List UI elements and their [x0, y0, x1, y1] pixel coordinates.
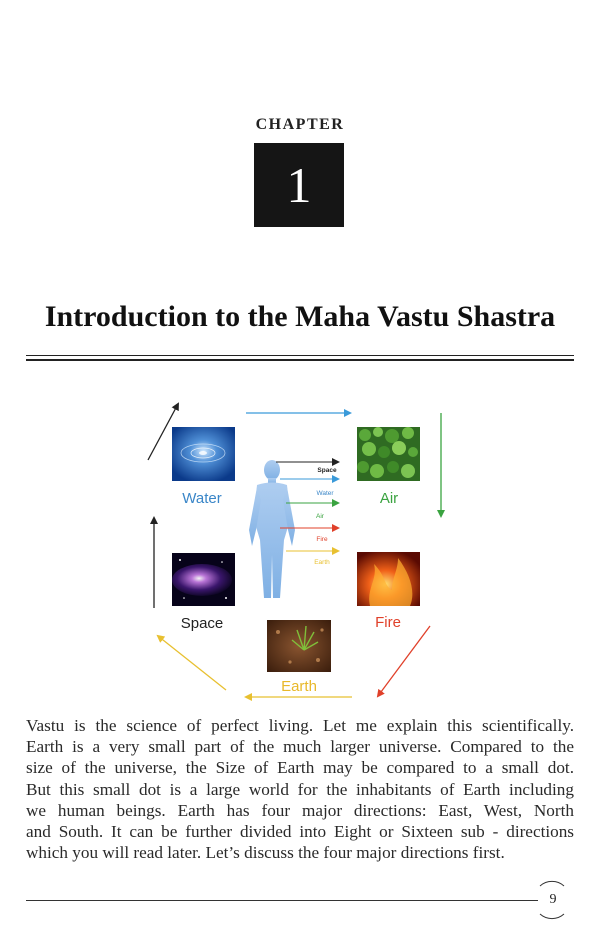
body-line: size of the universe, the Size of Earth may be compared to a small dot. [26, 758, 574, 778]
water-label: Water [182, 490, 222, 507]
title-rule-bottom [26, 359, 574, 361]
body-paragraph [26, 715, 574, 863]
space-image [172, 553, 235, 606]
air-label: Air [379, 490, 399, 507]
footer-rule [26, 900, 538, 901]
human-figure [249, 460, 295, 598]
five-elements-diagram [140, 398, 460, 708]
chapter-label: CHAPTER [255, 116, 345, 133]
body-arrow-air-label: Air [316, 513, 324, 520]
page-number: 9 [549, 892, 557, 907]
chapter-title: Introduction to the Maha Vastu Shastra [44, 300, 556, 333]
water-image [172, 427, 235, 481]
body-line: which you will read later. Let’s discuss the four major directions first. [26, 843, 505, 863]
chapter-number-box [254, 143, 344, 227]
fire-to-earth-arrow [378, 626, 430, 696]
body-line: Earth is a very small part of the much larger universe. Compared to the [26, 737, 574, 757]
fire-label: Fire [375, 614, 401, 631]
body-line: Vastu is the science of perfect living. Let me explain this scientifically. [26, 716, 574, 735]
fire-image [357, 552, 420, 606]
body-arrow-fire-label: Fire [316, 536, 328, 543]
title-rule-top [26, 355, 574, 356]
body-line: and South. It can be further divided into Eight or Sixteen sub - directions [26, 822, 574, 842]
chapter-number: 1 [286, 157, 312, 213]
body-arrow-water-label: Water [316, 490, 334, 497]
earth-label: Earth [281, 678, 317, 695]
body-line: But this small dot is a large world for the inhabitants of Earth including [26, 779, 574, 799]
air-image [357, 427, 420, 481]
earth-yellow-arrow [158, 636, 226, 690]
body-arrow-space-label: Space [317, 467, 337, 474]
body-arrow-earth-label: Earth [314, 559, 330, 566]
body-line: we human beings. Earth has four major directions: East, West, North [26, 800, 574, 820]
earth-image [267, 620, 331, 672]
space-label: Space [180, 615, 224, 632]
